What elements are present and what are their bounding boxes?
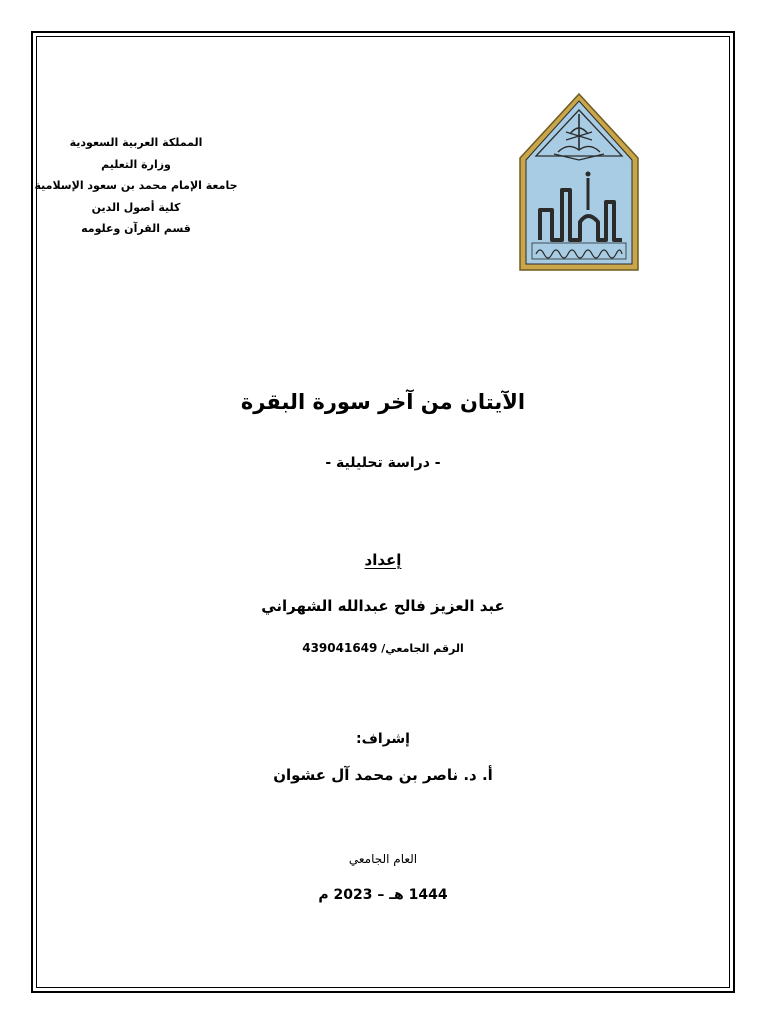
thesis-title: الآيتان من آخر سورة البقرة: [240, 390, 526, 414]
prepared-by-label: إعداد: [364, 551, 402, 569]
imam-university-logo-icon: [518, 92, 640, 272]
academic-year: 1444 هـ – 2023 م: [318, 887, 448, 903]
supervisor-name: أ. د. ناصر بن محمد آل عشوان: [273, 766, 493, 784]
thesis-subtitle: - دراسة تحليلية -: [325, 455, 441, 471]
university-line: جامعة الإمام محمد بن سعود الإسلامية: [34, 179, 238, 192]
ministry-line: وزارة التعليم: [101, 157, 171, 171]
student-id: [36, 641, 730, 655]
prepared-by: [36, 551, 730, 569]
student-id-label: الرقم الجامعي/: [381, 642, 464, 655]
student-id-value: 439041649: [302, 641, 378, 655]
author-name: عبد العزيز فالح عبدالله الشهراني: [261, 597, 505, 615]
college-line: كلية أصول الدين: [91, 200, 181, 214]
academic-year-label: العام الجامعي: [348, 852, 418, 866]
kingdom-line: المملكة العربية السعودية: [69, 136, 203, 149]
ministry-block: [0, 132, 272, 240]
department-line: قسم القرآن وعلومه: [81, 222, 191, 235]
supervision-label: إشراف:: [356, 731, 410, 747]
